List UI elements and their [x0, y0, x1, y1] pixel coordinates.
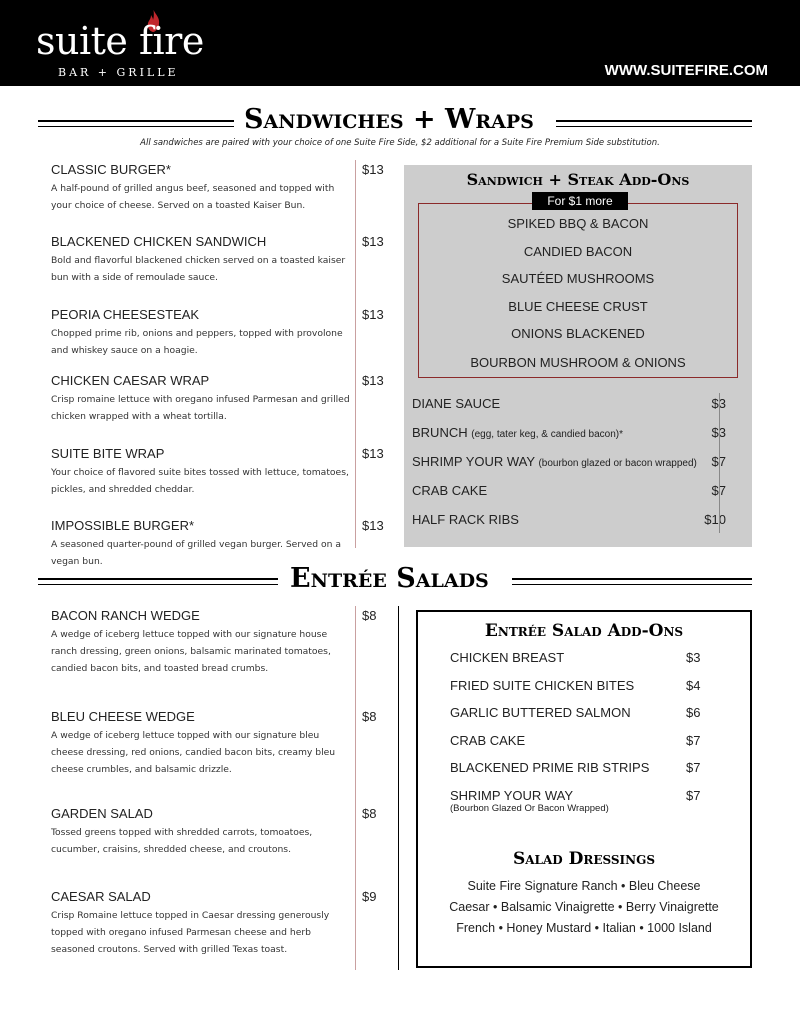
item-description: A wedge of iceberg lettuce topped with our signature house ranch dressing, green onions, balsamic marinated tomatoes, candied bacon bits, and toasted bread crumbs.	[51, 629, 331, 674]
item-name: SUITE BITE WRAP	[51, 446, 165, 461]
salad-addon	[450, 678, 710, 693]
item-name: IMPOSSIBLE BURGER*	[51, 518, 195, 533]
item-description: Your choice of flavored suite bites tossed with lettuce, tomatoes, pickles, and shredded cheddar.	[51, 467, 349, 495]
item-name: CLASSIC BURGER*	[51, 162, 171, 177]
addon-price: $7	[711, 454, 726, 469]
dollar-addons-box	[418, 203, 738, 378]
salad-addons-title: Entrée Salad Add-Ons	[484, 621, 684, 641]
item-description: Crisp Romaine lettuce topped in Caesar dressing generously topped with oregano infused Parmesan cheese and herb seasoned croutons. Served with grilled Texas toast.	[51, 910, 330, 955]
addon-name: GARLIC BUTTERED SALMON	[450, 705, 631, 720]
menu-item	[51, 806, 351, 858]
salad-addon	[450, 650, 710, 665]
section-title-sandwiches: Sandwiches + Wraps	[244, 104, 534, 135]
item-description: Chopped prime rib, onions and peppers, topped with provolone and whiskey sauce on a hoagie.	[51, 328, 343, 356]
addon-price: $3	[711, 396, 726, 411]
addon-price: $6	[686, 705, 701, 720]
priced-addon	[412, 454, 732, 469]
item-price: $9	[362, 889, 377, 904]
item-name: BACON RANCH WEDGE	[51, 608, 200, 623]
panel-title: Sandwich + Steak Add-Ons	[466, 170, 690, 189]
sandwich-addons-panel	[404, 165, 752, 547]
item-price: $13	[362, 162, 384, 177]
addon-name: SHRIMP YOUR WAY	[450, 788, 574, 803]
item-name: PEORIA CHEESESTEAK	[51, 307, 200, 322]
item-price: $13	[362, 518, 384, 533]
heading-rule-right	[556, 120, 752, 122]
heading-rule-left-thin	[38, 126, 234, 127]
priced-addon	[412, 396, 732, 411]
column-divider-dark	[398, 606, 399, 970]
price-divider	[719, 393, 720, 533]
item-name: BLACKENED CHICKEN SANDWICH	[51, 234, 267, 249]
addon-name: CHICKEN BREAST	[450, 650, 565, 665]
addon-name: BRUNCH	[412, 425, 468, 440]
section-title-salads: Entrée Salads	[290, 563, 489, 594]
price-tag-badge: For $1 more	[532, 192, 628, 210]
addon-item: SPIKED BBQ & BACON	[507, 216, 649, 231]
addon-price: $7	[686, 733, 701, 748]
heading-rule-left-thin	[38, 584, 278, 585]
item-description: Crisp romaine lettuce with oregano infused Parmesan and grilled chicken wrapped with a wheat tortilla.	[51, 394, 350, 422]
addon-item: SAUTÉED MUSHROOMS	[501, 271, 655, 286]
addon-price: $7	[686, 788, 701, 803]
addon-price: $4	[686, 678, 701, 693]
dressings-title: Salad Dressings	[512, 849, 656, 869]
item-description: Tossed greens topped with shredded carrots, tomoatoes, cucumber, craisins, shredded cheese, and croutons.	[51, 827, 313, 855]
heading-rule-right-thin	[556, 126, 752, 127]
addon-name: CRAB CAKE	[450, 733, 526, 748]
priced-addon	[412, 483, 732, 498]
addon-price: $10	[704, 512, 726, 527]
salad-addon	[450, 760, 710, 775]
addon-price: $7	[686, 760, 701, 775]
menu-item	[51, 709, 351, 778]
header-bar	[0, 0, 800, 86]
menu-item	[51, 162, 351, 214]
addon-price: $3	[711, 425, 726, 440]
salad-addons-box	[416, 610, 752, 968]
menu-item	[51, 608, 351, 677]
item-name: CHICKEN CAESAR WRAP	[51, 373, 210, 388]
addon-price: $7	[711, 483, 726, 498]
addon-name: SHRIMP YOUR WAY	[412, 454, 535, 469]
column-divider	[355, 160, 356, 548]
salad-addon	[450, 788, 710, 803]
logo-subtitle: BAR + GRILLE	[58, 66, 179, 79]
salad-addon	[450, 705, 710, 720]
addon-item: ONIONS BLACKENED	[511, 326, 645, 341]
addon-item: CANDIED BACON	[523, 244, 633, 259]
dressing-line: Suite Fire Signature Ranch • Bleu Cheese	[467, 879, 701, 893]
column-divider	[355, 606, 356, 970]
addon-price: $3	[686, 650, 701, 665]
menu-item	[51, 307, 351, 359]
heading-rule-left	[38, 578, 278, 580]
addon-note: (egg, tater keg, & candied bacon)*	[471, 429, 624, 440]
addon-name: BLACKENED PRIME RIB STRIPS	[450, 760, 650, 775]
item-name: GARDEN SALAD	[51, 806, 153, 821]
item-name: BLEU CHEESE WEDGE	[51, 709, 195, 724]
addon-item: BLUE CHEESE CRUST	[508, 299, 648, 314]
addon-name: CRAB CAKE	[412, 483, 488, 498]
item-price: $8	[362, 806, 377, 821]
website-url[interactable]: WWW.SUITEFIRE.COM	[604, 62, 768, 79]
item-price: $8	[362, 608, 377, 623]
heading-rule-right	[512, 578, 752, 580]
addon-note: (bourbon glazed or bacon wrapped)	[538, 458, 697, 469]
priced-addon	[412, 512, 732, 527]
shrimp-note: (Bourbon Glazed Or Bacon Wrapped)	[450, 803, 609, 814]
item-price: $13	[362, 307, 384, 322]
heading-rule-left	[38, 120, 234, 122]
item-name: CAESAR SALAD	[51, 889, 151, 904]
item-price: $13	[362, 234, 384, 249]
item-price: $13	[362, 373, 384, 388]
item-description: A seasoned quarter-pound of grilled vegan burger. Served on a vegan bun.	[51, 539, 341, 567]
priced-addon	[412, 425, 732, 440]
dressing-line: French • Honey Mustard • Italian • 1000 Island	[456, 921, 712, 935]
item-price: $13	[362, 446, 384, 461]
addon-name: HALF RACK RIBS	[412, 512, 519, 527]
heading-rule-right-thin	[512, 584, 752, 585]
logo: suite fire	[36, 19, 204, 63]
item-description: Bold and flavorful blackened chicken served on a toasted kaiser bun with a side of remoulade sauce.	[51, 255, 346, 283]
item-description: A half-pound of grilled angus beef, seasoned and topped with your choice of cheese. Served on a toasted Kaiser Bun.	[51, 183, 335, 211]
dressing-line: Caesar • Balsamic Vinaigrette • Berry Vinaigrette	[449, 900, 719, 914]
sandwich-note: All sandwiches are paired with your choice of one Suite Fire Side, $2 additional for a Suite Fire Premium Side substitution.	[140, 138, 660, 148]
menu-item	[51, 373, 351, 425]
addon-item: BOURBON MUSHROOM & ONIONS	[470, 355, 686, 370]
item-description: A wedge of iceberg lettuce topped with our signature bleu cheese dressing, red onions, candied bacon bits, creamy bleu cheese crumbles, and balsamic drizzle.	[51, 730, 336, 775]
addon-name: DIANE SAUCE	[412, 396, 501, 411]
salad-addon	[450, 733, 710, 748]
item-price: $8	[362, 709, 377, 724]
addon-name: FRIED SUITE CHICKEN BITES	[450, 678, 635, 693]
menu-item	[51, 234, 351, 286]
menu-item	[51, 446, 351, 498]
menu-item	[51, 889, 351, 958]
